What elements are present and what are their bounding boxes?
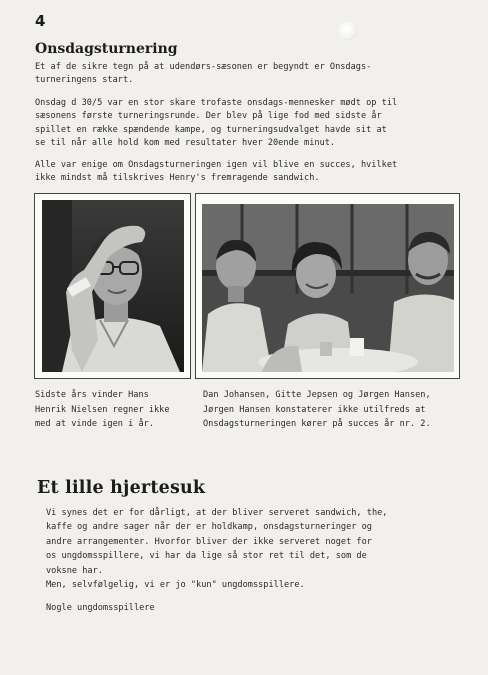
text-line: voksne har. [46, 565, 103, 576]
photo-caption-left [35, 389, 170, 433]
article-paragraph [35, 61, 371, 88]
article-paragraph [46, 507, 387, 593]
caption-line: med at vinde igen i år. [35, 419, 154, 429]
text-line: spillet en række spændende kampe, og turneringsudvalget havde sit at [35, 124, 387, 135]
text-line: Nogle ungdomsspillere [46, 603, 155, 613]
article-paragraph [35, 97, 397, 151]
photo-three-players-at-table [202, 204, 454, 372]
page-number: 4 [35, 12, 46, 30]
text-line: Onsdag d 30/5 var en stor skare trofaste onsdags-mennesker mødt op til [35, 98, 398, 108]
text-line: Men, selvfølgelig, vi er jo "kun" ungdomsspillere. [46, 579, 305, 590]
caption-line: Henrik Nielsen regner ikke [35, 404, 170, 415]
photo-frame-right [195, 193, 460, 379]
text-line: sæsonens første turneringsrunde. Der blev på lige fod med sidste år [35, 111, 382, 122]
caption-line: Sidste års vinder Hans [35, 390, 149, 400]
text-line: se til når alle hold kom med resultater hver 20ende minut. [35, 138, 336, 149]
text-line: turneringens start. [35, 75, 134, 86]
text-line: os ungdomsspillere, vi har da lige så stor ret til det, som de [46, 551, 367, 562]
text-line: kaffe og andre sager når der er holdkamp, onsdagsturneringer og [46, 522, 372, 533]
photo-caption-right [203, 389, 431, 433]
text-line: ikke mindst må tilskrives Henry's fremragende sandwich. [35, 173, 320, 184]
photo-frame-left [34, 193, 191, 379]
caption-line: Jørgen Hansen konstaterer ikke utilfreds at [203, 404, 426, 415]
text-line: Vi synes det er for dårligt, at der bliver serveret sandwich, the, [46, 508, 388, 518]
article-paragraph [35, 159, 397, 186]
text-line: Et af de sikre tegn på at udendørs-sæsonen er begyndt er Onsdags- [35, 62, 372, 72]
photo-hans-henrik-nielsen [42, 200, 184, 372]
punch-hole [339, 22, 357, 40]
caption-line: Onsdagsturneringen kører på succes år nr. 2. [203, 419, 431, 429]
article-signature [46, 602, 155, 616]
article-heading: Et lille hjertesuk [37, 478, 206, 498]
text-line: andre arrangementer. Hvorfor bliver der ikke serveret noget for [46, 536, 372, 547]
caption-line: Dan Johansen, Gitte Jepsen og Jørgen Hansen, [203, 390, 431, 400]
text-line: Alle var enige om Onsdagsturneringen igen vil blive en succes, hvilket [35, 160, 398, 170]
article-heading: Onsdagsturnering [35, 41, 178, 57]
